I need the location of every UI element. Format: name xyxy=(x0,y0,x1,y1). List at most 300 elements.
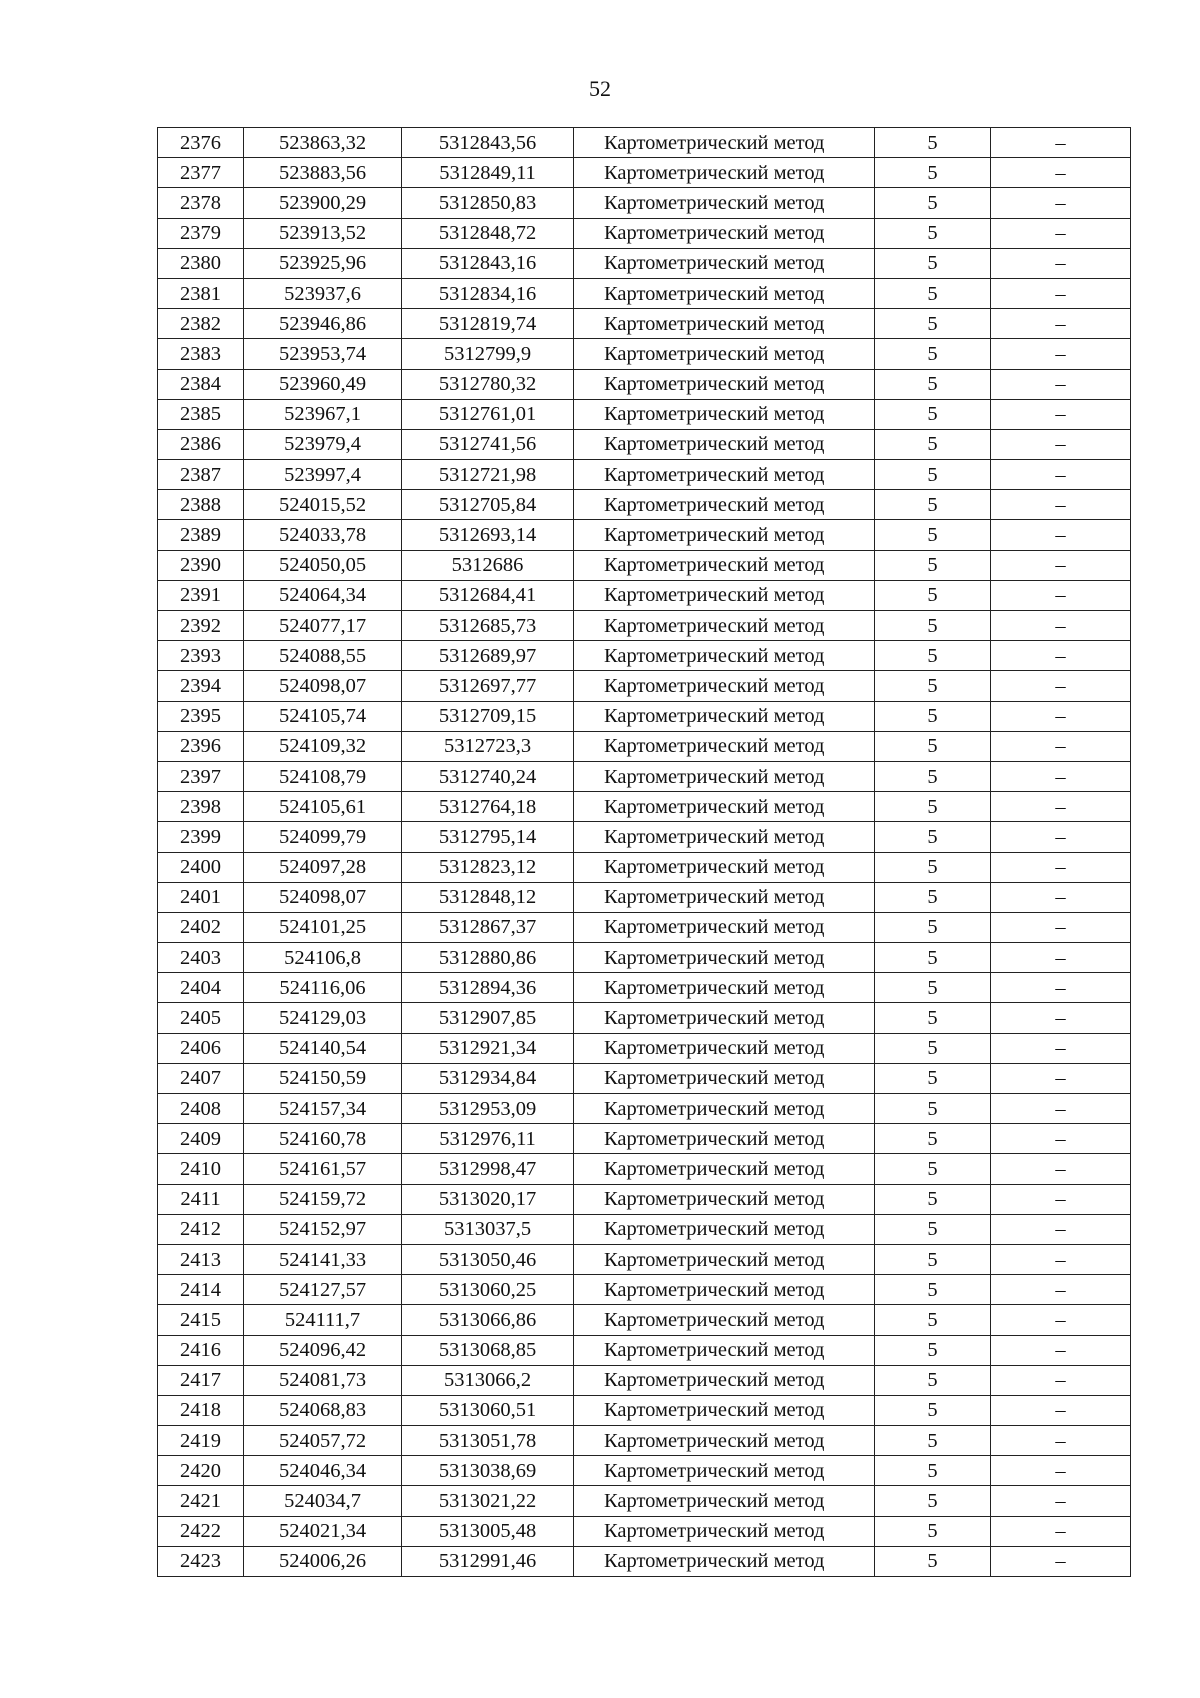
method-cell: Картометрический метод xyxy=(574,731,875,761)
y-coordinate-cell: 5312907,85 xyxy=(402,1003,574,1033)
note-cell: – xyxy=(991,490,1131,520)
y-coordinate-cell: 5312689,97 xyxy=(402,641,574,671)
point-number-cell: 2395 xyxy=(158,701,244,731)
method-cell: Картометрический метод xyxy=(574,882,875,912)
y-coordinate-cell: 5312697,77 xyxy=(402,671,574,701)
y-coordinate-cell: 5313038,69 xyxy=(402,1456,574,1486)
x-coordinate-cell: 524109,32 xyxy=(244,731,402,761)
table-row xyxy=(158,1546,1131,1576)
note-cell: – xyxy=(991,731,1131,761)
point-number-cell: 2391 xyxy=(158,580,244,610)
method-cell: Картометрический метод xyxy=(574,943,875,973)
method-cell: Картометрический метод xyxy=(574,369,875,399)
accuracy-cell: 5 xyxy=(875,1003,991,1033)
y-coordinate-cell: 5312721,98 xyxy=(402,460,574,490)
point-number-cell: 2389 xyxy=(158,520,244,550)
x-coordinate-cell: 523883,56 xyxy=(244,158,402,188)
note-cell: – xyxy=(991,218,1131,248)
accuracy-cell: 5 xyxy=(875,278,991,308)
point-number-cell: 2397 xyxy=(158,761,244,791)
method-cell: Картометрический метод xyxy=(574,1486,875,1516)
x-coordinate-cell: 524105,61 xyxy=(244,792,402,822)
y-coordinate-cell: 5312780,32 xyxy=(402,369,574,399)
x-coordinate-cell: 524015,52 xyxy=(244,490,402,520)
x-coordinate-cell: 524099,79 xyxy=(244,822,402,852)
method-cell: Картометрический метод xyxy=(574,973,875,1003)
x-coordinate-cell: 523900,29 xyxy=(244,188,402,218)
method-cell: Картометрический метод xyxy=(574,429,875,459)
y-coordinate-cell: 5313051,78 xyxy=(402,1426,574,1456)
note-cell: – xyxy=(991,278,1131,308)
table-row xyxy=(158,248,1131,278)
note-cell: – xyxy=(991,1214,1131,1244)
x-coordinate-cell: 524068,83 xyxy=(244,1395,402,1425)
x-coordinate-cell: 524064,34 xyxy=(244,580,402,610)
y-coordinate-cell: 5312740,24 xyxy=(402,761,574,791)
accuracy-cell: 5 xyxy=(875,460,991,490)
accuracy-cell: 5 xyxy=(875,1063,991,1093)
point-number-cell: 2412 xyxy=(158,1214,244,1244)
y-coordinate-cell: 5312834,16 xyxy=(402,278,574,308)
x-coordinate-cell: 523863,32 xyxy=(244,128,402,158)
accuracy-cell: 5 xyxy=(875,761,991,791)
method-cell: Картометрический метод xyxy=(574,309,875,339)
y-coordinate-cell: 5312991,46 xyxy=(402,1546,574,1576)
x-coordinate-cell: 524160,78 xyxy=(244,1124,402,1154)
method-cell: Картометрический метод xyxy=(574,1063,875,1093)
method-cell: Картометрический метод xyxy=(574,701,875,731)
point-number-cell: 2409 xyxy=(158,1124,244,1154)
note-cell: – xyxy=(991,973,1131,1003)
method-cell: Картометрический метод xyxy=(574,641,875,671)
note-cell: – xyxy=(991,1305,1131,1335)
method-cell: Картометрический метод xyxy=(574,580,875,610)
y-coordinate-cell: 5312921,34 xyxy=(402,1033,574,1063)
method-cell: Картометрический метод xyxy=(574,248,875,278)
coordinates-table-body xyxy=(158,128,1131,1577)
y-coordinate-cell: 5313037,5 xyxy=(402,1214,574,1244)
note-cell: – xyxy=(991,128,1131,158)
note-cell: – xyxy=(991,1124,1131,1154)
accuracy-cell: 5 xyxy=(875,1546,991,1576)
note-cell: – xyxy=(991,792,1131,822)
table-row xyxy=(158,369,1131,399)
page-number: 52 xyxy=(589,76,611,101)
point-number-cell: 2410 xyxy=(158,1154,244,1184)
y-coordinate-cell: 5312741,56 xyxy=(402,429,574,459)
y-coordinate-cell: 5312880,86 xyxy=(402,943,574,973)
accuracy-cell: 5 xyxy=(875,339,991,369)
y-coordinate-cell: 5312761,01 xyxy=(402,399,574,429)
table-row xyxy=(158,1365,1131,1395)
note-cell: – xyxy=(991,520,1131,550)
table-row xyxy=(158,1456,1131,1486)
accuracy-cell: 5 xyxy=(875,580,991,610)
table-row xyxy=(158,611,1131,641)
x-coordinate-cell: 524097,28 xyxy=(244,852,402,882)
accuracy-cell: 5 xyxy=(875,1426,991,1456)
note-cell: – xyxy=(991,339,1131,369)
method-cell: Картометрический метод xyxy=(574,218,875,248)
accuracy-cell: 5 xyxy=(875,429,991,459)
y-coordinate-cell: 5312764,18 xyxy=(402,792,574,822)
coordinates-table xyxy=(157,127,1131,1577)
point-number-cell: 2400 xyxy=(158,852,244,882)
note-cell: – xyxy=(991,369,1131,399)
table-row xyxy=(158,701,1131,731)
x-coordinate-cell: 523946,86 xyxy=(244,309,402,339)
point-number-cell: 2406 xyxy=(158,1033,244,1063)
note-cell: – xyxy=(991,912,1131,942)
table-row xyxy=(158,399,1131,429)
table-row xyxy=(158,671,1131,701)
note-cell: – xyxy=(991,943,1131,973)
method-cell: Картометрический метод xyxy=(574,761,875,791)
table-row xyxy=(158,460,1131,490)
point-number-cell: 2385 xyxy=(158,399,244,429)
y-coordinate-cell: 5313060,25 xyxy=(402,1275,574,1305)
method-cell: Картометрический метод xyxy=(574,792,875,822)
point-number-cell: 2420 xyxy=(158,1456,244,1486)
point-number-cell: 2394 xyxy=(158,671,244,701)
table-row xyxy=(158,429,1131,459)
x-coordinate-cell: 524129,03 xyxy=(244,1003,402,1033)
x-coordinate-cell: 524034,7 xyxy=(244,1486,402,1516)
point-number-cell: 2404 xyxy=(158,973,244,1003)
accuracy-cell: 5 xyxy=(875,188,991,218)
accuracy-cell: 5 xyxy=(875,490,991,520)
accuracy-cell: 5 xyxy=(875,158,991,188)
x-coordinate-cell: 523925,96 xyxy=(244,248,402,278)
point-number-cell: 2392 xyxy=(158,611,244,641)
accuracy-cell: 5 xyxy=(875,671,991,701)
point-number-cell: 2411 xyxy=(158,1184,244,1214)
method-cell: Картометрический метод xyxy=(574,852,875,882)
table-row xyxy=(158,761,1131,791)
y-coordinate-cell: 5312799,9 xyxy=(402,339,574,369)
y-coordinate-cell: 5312686 xyxy=(402,550,574,580)
table-row xyxy=(158,1486,1131,1516)
table-row xyxy=(158,731,1131,761)
note-cell: – xyxy=(991,309,1131,339)
x-coordinate-cell: 524105,74 xyxy=(244,701,402,731)
table-row xyxy=(158,1275,1131,1305)
point-number-cell: 2390 xyxy=(158,550,244,580)
point-number-cell: 2387 xyxy=(158,460,244,490)
accuracy-cell: 5 xyxy=(875,852,991,882)
note-cell: – xyxy=(991,1033,1131,1063)
note-cell: – xyxy=(991,1456,1131,1486)
x-coordinate-cell: 524046,34 xyxy=(244,1456,402,1486)
method-cell: Картометрический метод xyxy=(574,1033,875,1063)
point-number-cell: 2417 xyxy=(158,1365,244,1395)
accuracy-cell: 5 xyxy=(875,369,991,399)
method-cell: Картометрический метод xyxy=(574,822,875,852)
method-cell: Картометрический метод xyxy=(574,611,875,641)
note-cell: – xyxy=(991,1063,1131,1093)
note-cell: – xyxy=(991,1154,1131,1184)
method-cell: Картометрический метод xyxy=(574,1426,875,1456)
table-row xyxy=(158,1063,1131,1093)
accuracy-cell: 5 xyxy=(875,973,991,1003)
accuracy-cell: 5 xyxy=(875,1335,991,1365)
y-coordinate-cell: 5312867,37 xyxy=(402,912,574,942)
note-cell: – xyxy=(991,1003,1131,1033)
method-cell: Картометрический метод xyxy=(574,1244,875,1274)
point-number-cell: 2384 xyxy=(158,369,244,399)
x-coordinate-cell: 524111,7 xyxy=(244,1305,402,1335)
note-cell: – xyxy=(991,460,1131,490)
accuracy-cell: 5 xyxy=(875,399,991,429)
point-number-cell: 2388 xyxy=(158,490,244,520)
accuracy-cell: 5 xyxy=(875,1094,991,1124)
accuracy-cell: 5 xyxy=(875,1033,991,1063)
note-cell: – xyxy=(991,248,1131,278)
y-coordinate-cell: 5312684,41 xyxy=(402,580,574,610)
table-row xyxy=(158,1335,1131,1365)
x-coordinate-cell: 524141,33 xyxy=(244,1244,402,1274)
x-coordinate-cell: 524116,06 xyxy=(244,973,402,1003)
table-row xyxy=(158,912,1131,942)
point-number-cell: 2413 xyxy=(158,1244,244,1274)
table-row xyxy=(158,973,1131,1003)
accuracy-cell: 5 xyxy=(875,248,991,278)
point-number-cell: 2422 xyxy=(158,1516,244,1546)
method-cell: Картометрический метод xyxy=(574,1184,875,1214)
accuracy-cell: 5 xyxy=(875,1305,991,1335)
table-row xyxy=(158,580,1131,610)
table-row xyxy=(158,158,1131,188)
accuracy-cell: 5 xyxy=(875,611,991,641)
table-row xyxy=(158,882,1131,912)
point-number-cell: 2401 xyxy=(158,882,244,912)
x-coordinate-cell: 523997,4 xyxy=(244,460,402,490)
method-cell: Картометрический метод xyxy=(574,278,875,308)
y-coordinate-cell: 5312685,73 xyxy=(402,611,574,641)
x-coordinate-cell: 524108,79 xyxy=(244,761,402,791)
note-cell: – xyxy=(991,580,1131,610)
x-coordinate-cell: 524050,05 xyxy=(244,550,402,580)
x-coordinate-cell: 524081,73 xyxy=(244,1365,402,1395)
accuracy-cell: 5 xyxy=(875,128,991,158)
table-row xyxy=(158,1214,1131,1244)
point-number-cell: 2405 xyxy=(158,1003,244,1033)
method-cell: Картометрический метод xyxy=(574,671,875,701)
method-cell: Картометрический метод xyxy=(574,1214,875,1244)
table-row xyxy=(158,1305,1131,1335)
method-cell: Картометрический метод xyxy=(574,1365,875,1395)
note-cell: – xyxy=(991,1335,1131,1365)
accuracy-cell: 5 xyxy=(875,309,991,339)
y-coordinate-cell: 5313068,85 xyxy=(402,1335,574,1365)
point-number-cell: 2382 xyxy=(158,309,244,339)
table-row xyxy=(158,550,1131,580)
accuracy-cell: 5 xyxy=(875,550,991,580)
method-cell: Картометрический метод xyxy=(574,520,875,550)
y-coordinate-cell: 5312849,11 xyxy=(402,158,574,188)
x-coordinate-cell: 523953,74 xyxy=(244,339,402,369)
x-coordinate-cell: 524096,42 xyxy=(244,1335,402,1365)
point-number-cell: 2376 xyxy=(158,128,244,158)
point-number-cell: 2423 xyxy=(158,1546,244,1576)
point-number-cell: 2381 xyxy=(158,278,244,308)
x-coordinate-cell: 524161,57 xyxy=(244,1154,402,1184)
accuracy-cell: 5 xyxy=(875,1395,991,1425)
table-row xyxy=(158,1124,1131,1154)
point-number-cell: 2416 xyxy=(158,1335,244,1365)
method-cell: Картометрический метод xyxy=(574,1003,875,1033)
note-cell: – xyxy=(991,1426,1131,1456)
accuracy-cell: 5 xyxy=(875,943,991,973)
y-coordinate-cell: 5312705,84 xyxy=(402,490,574,520)
point-number-cell: 2418 xyxy=(158,1395,244,1425)
y-coordinate-cell: 5312823,12 xyxy=(402,852,574,882)
table-row xyxy=(158,1426,1131,1456)
point-number-cell: 2380 xyxy=(158,248,244,278)
accuracy-cell: 5 xyxy=(875,1365,991,1395)
x-coordinate-cell: 523937,6 xyxy=(244,278,402,308)
accuracy-cell: 5 xyxy=(875,731,991,761)
x-coordinate-cell: 524033,78 xyxy=(244,520,402,550)
table-row xyxy=(158,943,1131,973)
x-coordinate-cell: 524021,34 xyxy=(244,1516,402,1546)
note-cell: – xyxy=(991,1486,1131,1516)
method-cell: Картометрический метод xyxy=(574,1305,875,1335)
table-row xyxy=(158,852,1131,882)
table-row xyxy=(158,490,1131,520)
method-cell: Картометрический метод xyxy=(574,490,875,520)
y-coordinate-cell: 5313060,51 xyxy=(402,1395,574,1425)
y-coordinate-cell: 5312709,15 xyxy=(402,701,574,731)
x-coordinate-cell: 523967,1 xyxy=(244,399,402,429)
y-coordinate-cell: 5312894,36 xyxy=(402,973,574,1003)
point-number-cell: 2383 xyxy=(158,339,244,369)
y-coordinate-cell: 5313021,22 xyxy=(402,1486,574,1516)
y-coordinate-cell: 5313066,86 xyxy=(402,1305,574,1335)
note-cell: – xyxy=(991,1516,1131,1546)
accuracy-cell: 5 xyxy=(875,218,991,248)
point-number-cell: 2386 xyxy=(158,429,244,459)
accuracy-cell: 5 xyxy=(875,1486,991,1516)
y-coordinate-cell: 5312819,74 xyxy=(402,309,574,339)
table-row xyxy=(158,1033,1131,1063)
y-coordinate-cell: 5312850,83 xyxy=(402,188,574,218)
table-row xyxy=(158,1395,1131,1425)
x-coordinate-cell: 523913,52 xyxy=(244,218,402,248)
x-coordinate-cell: 524159,72 xyxy=(244,1184,402,1214)
y-coordinate-cell: 5313050,46 xyxy=(402,1244,574,1274)
point-number-cell: 2408 xyxy=(158,1094,244,1124)
y-coordinate-cell: 5312723,3 xyxy=(402,731,574,761)
note-cell: – xyxy=(991,1244,1131,1274)
method-cell: Картометрический метод xyxy=(574,1094,875,1124)
accuracy-cell: 5 xyxy=(875,641,991,671)
point-number-cell: 2399 xyxy=(158,822,244,852)
note-cell: – xyxy=(991,701,1131,731)
table-row xyxy=(158,520,1131,550)
point-number-cell: 2421 xyxy=(158,1486,244,1516)
x-coordinate-cell: 524106,8 xyxy=(244,943,402,973)
y-coordinate-cell: 5313020,17 xyxy=(402,1184,574,1214)
note-cell: – xyxy=(991,550,1131,580)
accuracy-cell: 5 xyxy=(875,882,991,912)
method-cell: Картометрический метод xyxy=(574,1456,875,1486)
method-cell: Картометрический метод xyxy=(574,399,875,429)
x-coordinate-cell: 523960,49 xyxy=(244,369,402,399)
method-cell: Картометрический метод xyxy=(574,1275,875,1305)
y-coordinate-cell: 5313005,48 xyxy=(402,1516,574,1546)
y-coordinate-cell: 5312934,84 xyxy=(402,1063,574,1093)
method-cell: Картометрический метод xyxy=(574,550,875,580)
method-cell: Картометрический метод xyxy=(574,1154,875,1184)
y-coordinate-cell: 5313066,2 xyxy=(402,1365,574,1395)
x-coordinate-cell: 523979,4 xyxy=(244,429,402,459)
table-row xyxy=(158,278,1131,308)
point-number-cell: 2377 xyxy=(158,158,244,188)
method-cell: Картометрический метод xyxy=(574,460,875,490)
method-cell: Картометрический метод xyxy=(574,1516,875,1546)
note-cell: – xyxy=(991,1546,1131,1576)
method-cell: Картометрический метод xyxy=(574,339,875,369)
point-number-cell: 2407 xyxy=(158,1063,244,1093)
point-number-cell: 2403 xyxy=(158,943,244,973)
table-row xyxy=(158,1184,1131,1214)
note-cell: – xyxy=(991,671,1131,701)
note-cell: – xyxy=(991,429,1131,459)
note-cell: – xyxy=(991,1184,1131,1214)
y-coordinate-cell: 5312998,47 xyxy=(402,1154,574,1184)
x-coordinate-cell: 524006,26 xyxy=(244,1546,402,1576)
accuracy-cell: 5 xyxy=(875,1456,991,1486)
table-row xyxy=(158,822,1131,852)
table-row xyxy=(158,1154,1131,1184)
point-number-cell: 2379 xyxy=(158,218,244,248)
accuracy-cell: 5 xyxy=(875,1124,991,1154)
accuracy-cell: 5 xyxy=(875,701,991,731)
accuracy-cell: 5 xyxy=(875,1184,991,1214)
method-cell: Картометрический метод xyxy=(574,188,875,218)
note-cell: – xyxy=(991,1275,1131,1305)
note-cell: – xyxy=(991,611,1131,641)
x-coordinate-cell: 524077,17 xyxy=(244,611,402,641)
method-cell: Картометрический метод xyxy=(574,912,875,942)
note-cell: – xyxy=(991,1365,1131,1395)
x-coordinate-cell: 524088,55 xyxy=(244,641,402,671)
note-cell: – xyxy=(991,1094,1131,1124)
point-number-cell: 2398 xyxy=(158,792,244,822)
accuracy-cell: 5 xyxy=(875,520,991,550)
method-cell: Картометрический метод xyxy=(574,1395,875,1425)
accuracy-cell: 5 xyxy=(875,1516,991,1546)
method-cell: Картометрический метод xyxy=(574,158,875,188)
point-number-cell: 2402 xyxy=(158,912,244,942)
method-cell: Картометрический метод xyxy=(574,1124,875,1154)
x-coordinate-cell: 524150,59 xyxy=(244,1063,402,1093)
point-number-cell: 2378 xyxy=(158,188,244,218)
accuracy-cell: 5 xyxy=(875,1154,991,1184)
x-coordinate-cell: 524098,07 xyxy=(244,671,402,701)
y-coordinate-cell: 5312848,72 xyxy=(402,218,574,248)
x-coordinate-cell: 524152,97 xyxy=(244,1214,402,1244)
table-row xyxy=(158,792,1131,822)
note-cell: – xyxy=(991,822,1131,852)
point-number-cell: 2414 xyxy=(158,1275,244,1305)
accuracy-cell: 5 xyxy=(875,822,991,852)
y-coordinate-cell: 5312953,09 xyxy=(402,1094,574,1124)
table-row xyxy=(158,218,1131,248)
method-cell: Картометрический метод xyxy=(574,1546,875,1576)
table-row xyxy=(158,1516,1131,1546)
